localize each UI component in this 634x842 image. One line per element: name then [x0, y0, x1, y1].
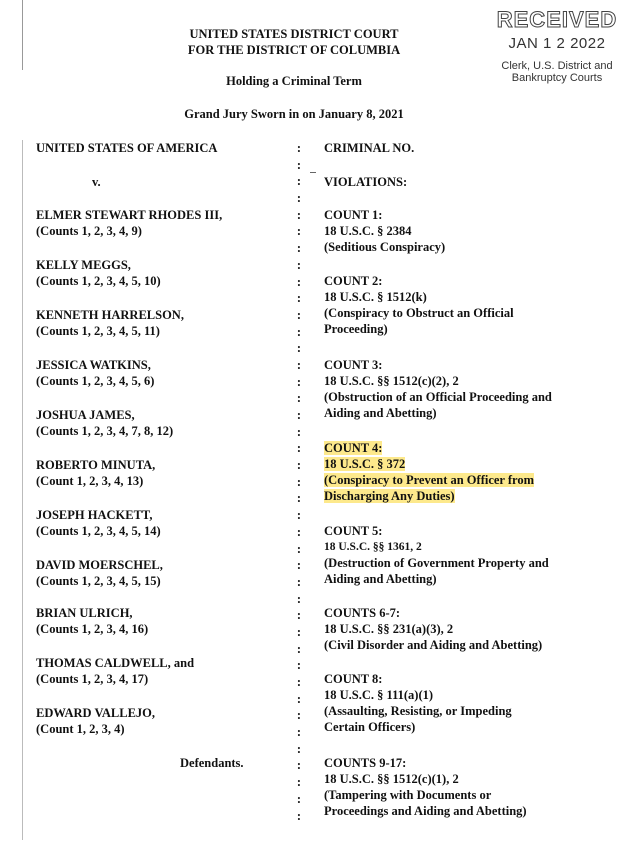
defendant-counts: (Count 1, 2, 3, 4, 13): [36, 474, 144, 488]
defendant-name: THOMAS CALDWELL, and: [36, 656, 195, 670]
count-description-cont-text: Discharging Any Duties): [324, 489, 455, 503]
colon-mark: :: [296, 508, 302, 523]
count-label: COUNT 5:: [324, 524, 383, 538]
count-statute-highlighted: [324, 456, 405, 472]
colon-mark: :: [296, 291, 302, 306]
defendant-counts: (Counts 1, 2, 3, 4, 5, 10): [36, 274, 161, 288]
defendant-name: ELMER STEWART RHODES III,: [36, 208, 223, 222]
received-stamp-title: RECEIVED: [496, 7, 618, 32]
colon-mark: :: [296, 541, 302, 556]
colon-mark: :: [296, 608, 302, 623]
count-description-cont: Proceeding): [324, 322, 388, 336]
defendant-counts: (Count 1, 2, 3, 4): [36, 722, 125, 736]
colon-mark: :: [296, 574, 302, 589]
count-statute: 18 U.S.C. § 2384: [324, 224, 412, 238]
defendant-counts: (Counts 1, 2, 3, 4, 5, 15): [36, 574, 161, 588]
count-description-text: (Conspiracy to Prevent an Officer from: [324, 473, 535, 487]
count-statute: 18 U.S.C. §§ 231(a)(3), 2: [324, 622, 454, 636]
count-label: COUNT 2:: [324, 274, 383, 288]
defendant-counts: (Counts 1, 2, 3, 4, 5, 11): [36, 324, 160, 338]
defendants-label: Defendants.: [180, 756, 244, 770]
count-label: COUNT 1:: [324, 208, 383, 222]
colon-mark: :: [296, 658, 302, 673]
colon-mark: :: [296, 808, 302, 823]
received-stamp-clerk-line2: Bankruptcy Courts: [511, 72, 603, 84]
colon-mark: :: [296, 257, 302, 272]
colon-mark: :: [296, 241, 302, 256]
count-statute: 18 U.S.C. §§ 1512(c)(1), 2: [324, 772, 459, 786]
defendant-name: BRIAN ULRICH,: [36, 606, 133, 620]
colon-mark: :: [296, 274, 302, 289]
count-statute: 18 U.S.C. §§ 1361, 2: [324, 541, 422, 553]
defendant-counts: (Counts 1, 2, 3, 4, 7, 8, 12): [36, 424, 174, 438]
count-label: COUNTS 6-7:: [324, 606, 401, 620]
colon-mark: :: [296, 141, 302, 155]
colon-mark: :: [296, 341, 302, 356]
colon-mark: :: [296, 174, 302, 189]
colon-mark: :: [296, 624, 302, 639]
count-description: (Seditious Conspiracy): [324, 240, 446, 254]
defendant-name: EDWARD VALLEJO,: [36, 706, 156, 720]
defendant-name: JOSHUA JAMES,: [36, 408, 135, 422]
court-name-line1: UNITED STATES DISTRICT COURT: [189, 27, 399, 41]
count-description: (Civil Disorder and Aiding and Abetting): [324, 638, 543, 652]
count-description: (Obstruction of an Official Proceeding and: [324, 390, 552, 404]
count-description: (Tampering with Documents or: [324, 788, 492, 802]
colon-mark: :: [296, 157, 302, 172]
count-description-cont: Aiding and Abetting): [324, 572, 437, 586]
criminal-number-label: CRIMINAL NO.: [324, 141, 415, 155]
colon-mark: :: [296, 491, 302, 506]
count-label: COUNT 3:: [324, 358, 383, 372]
stray-mark: [310, 172, 316, 173]
defendant-counts: (Counts 1, 2, 3, 4, 5, 6): [36, 374, 155, 388]
court-name-line2: FOR THE DISTRICT OF COLUMBIA: [187, 43, 401, 57]
received-stamp-clerk-line1: Clerk, U.S. District and: [501, 60, 613, 72]
colon-mark: :: [296, 474, 302, 489]
versus: v.: [92, 175, 101, 189]
colon-mark: :: [296, 675, 302, 689]
count-label-highlighted: [324, 440, 382, 456]
count-description: (Destruction of Government Property and: [324, 556, 549, 570]
count-statute: 18 U.S.C. § 111(a)(1): [324, 688, 434, 702]
colon-mark: :: [296, 224, 302, 239]
colon-mark: :: [296, 408, 302, 422]
colon-mark: :: [296, 558, 302, 573]
count-description: (Conspiracy to Obstruct an Official: [324, 306, 514, 320]
count-statute: 18 U.S.C. §§ 1512(c)(2), 2: [324, 374, 459, 388]
count-description-cont: Proceedings and Aiding and Abetting): [324, 804, 527, 818]
count-label: COUNT 8:: [324, 672, 383, 686]
count-description-highlighted: [324, 472, 534, 488]
colon-mark: :: [296, 458, 302, 473]
defendant-name: DAVID MOERSCHEL,: [36, 558, 163, 572]
colon-mark: :: [296, 741, 302, 756]
colon-mark: :: [296, 791, 302, 806]
count-statute-text: 18 U.S.C. § 372: [324, 457, 406, 471]
defendant-counts: (Counts 1, 2, 3, 4, 16): [36, 622, 149, 636]
received-stamp-date: JAN 1 2 2022: [508, 35, 606, 52]
count-statute: 18 U.S.C. § 1512(k): [324, 290, 427, 304]
colon-mark: :: [296, 725, 302, 740]
defendant-counts: (Counts 1, 2, 3, 4, 17): [36, 672, 149, 686]
defendant-name: ROBERTO MINUTA,: [36, 458, 156, 472]
colon-mark: :: [296, 641, 302, 656]
defendant-name: KELLY MEGGS,: [36, 258, 131, 272]
colon-mark: :: [296, 441, 302, 456]
colon-mark: :: [296, 758, 302, 773]
grand-jury-line: Grand Jury Sworn in on January 8, 2021: [184, 107, 404, 121]
colon-mark: :: [296, 207, 302, 222]
count-label-text: COUNT 4:: [324, 441, 383, 455]
count-label: COUNTS 9-17:: [324, 756, 407, 770]
defendant-counts: (Counts 1, 2, 3, 4, 9): [36, 224, 142, 238]
colon-mark: :: [296, 691, 302, 706]
colon-mark: :: [296, 424, 302, 439]
colon-mark: :: [296, 524, 302, 539]
defendant-name: KENNETH HARRELSON,: [36, 308, 184, 322]
colon-mark: :: [296, 374, 302, 389]
defendant-name: JOSEPH HACKETT,: [36, 508, 153, 522]
count-description-cont: Certain Officers): [324, 720, 416, 734]
colon-mark: :: [296, 191, 302, 206]
margin-mark: [22, 140, 23, 840]
colon-mark: :: [296, 307, 302, 322]
defendant-name: JESSICA WATKINS,: [36, 358, 151, 372]
count-description: (Assaulting, Resisting, or Impeding: [324, 704, 512, 718]
colon-mark: :: [296, 324, 302, 339]
colon-mark: :: [296, 391, 302, 406]
colon-mark: :: [296, 357, 302, 372]
term-line: Holding a Criminal Term: [226, 74, 362, 88]
violations-label: VIOLATIONS:: [324, 175, 408, 189]
count-description-cont: Aiding and Abetting): [324, 406, 437, 420]
received-stamp: [492, 8, 622, 84]
colon-mark: :: [296, 591, 302, 606]
count-description-cont-highlighted: [324, 488, 455, 504]
defendant-counts: (Counts 1, 2, 3, 4, 5, 14): [36, 524, 161, 538]
caption-divider: [295, 140, 303, 824]
plaintiff-name: UNITED STATES OF AMERICA: [36, 141, 218, 155]
colon-mark: :: [296, 775, 302, 790]
colon-mark: :: [296, 708, 302, 723]
